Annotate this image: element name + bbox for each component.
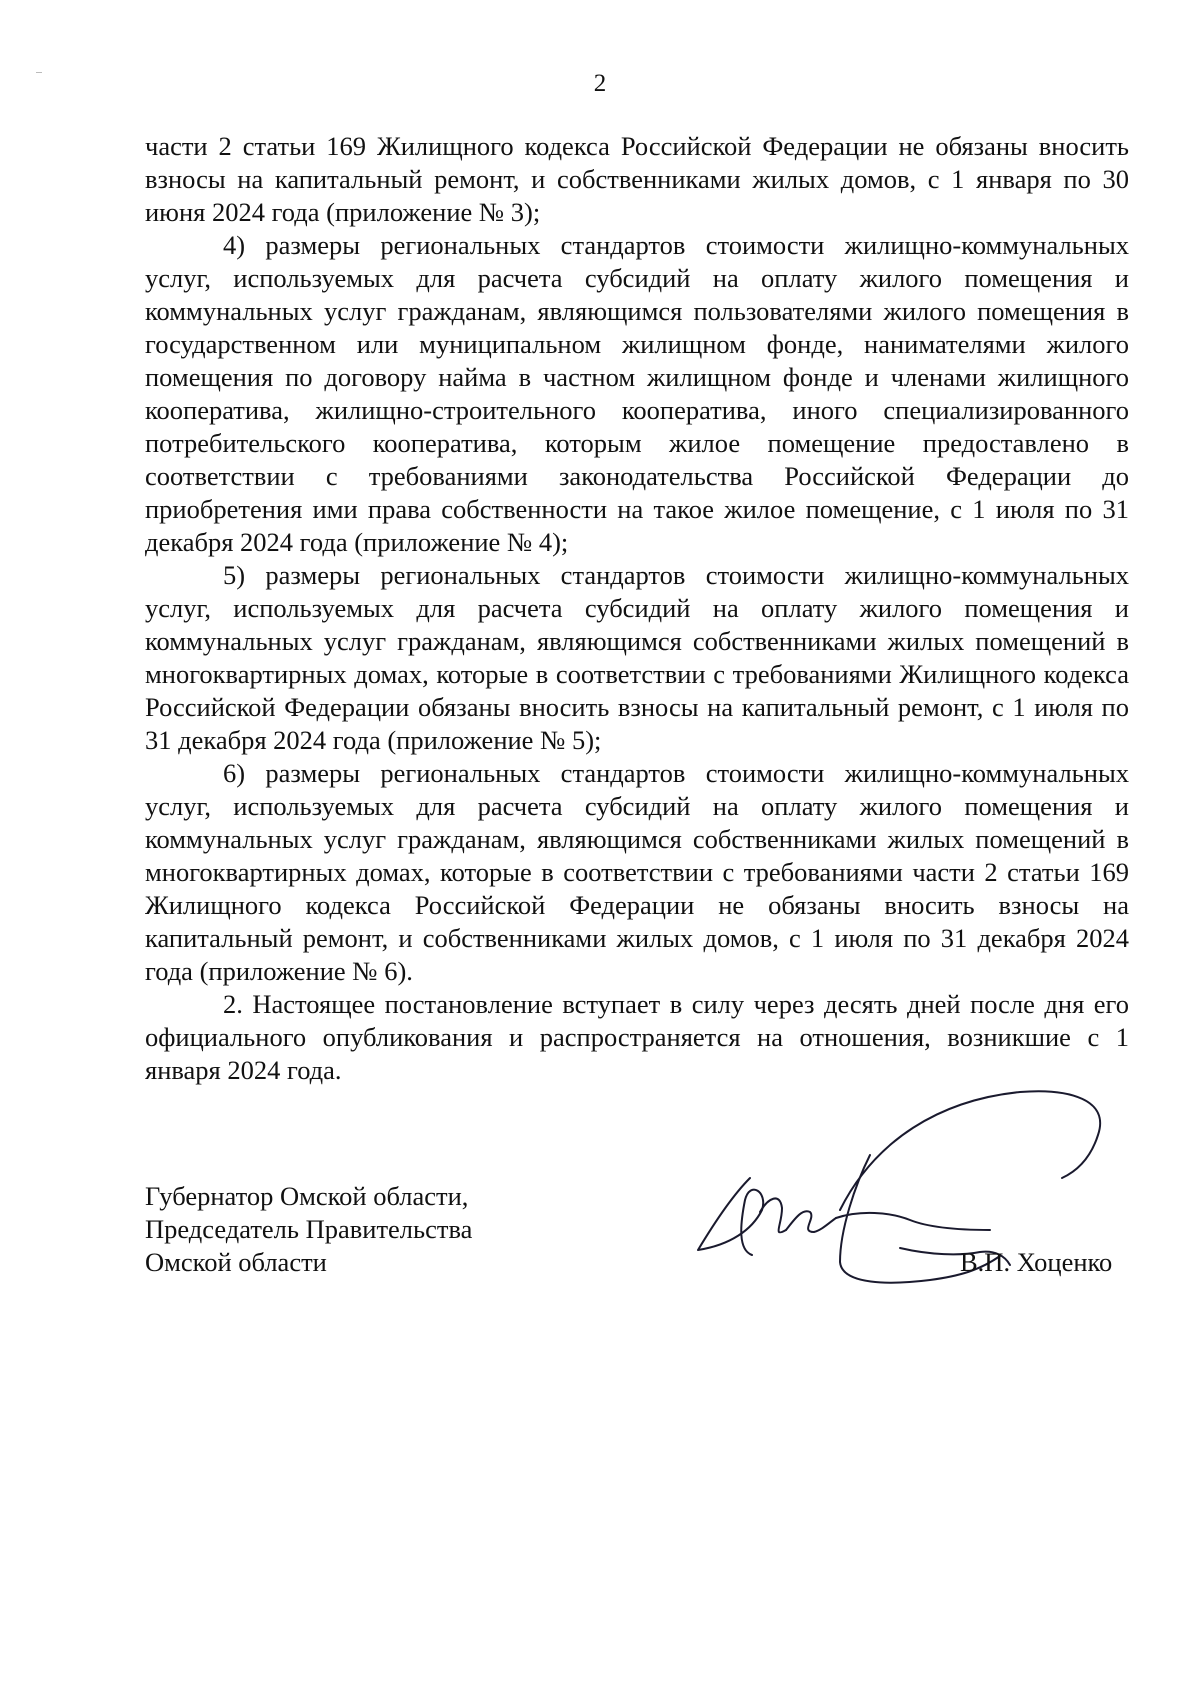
paragraph-item-5: 5) размеры региональных стандартов стоимости жилищно-коммунальных услуг, используемых для расчета субсидий на оплату жилого помещения и коммунальных услуг гражданам, являющимся собственниками жилых помещений в многоквартирных домах, которые в соответствии с требованиями Жилищного кодекса Российской Федерации обязаны вносить взносы на капитальный ремонт, с 1 июля по 31 декабря 2024 года (приложение № 5); [145,560,1129,755]
paragraph-continuation: части 2 статьи 169 Жилищного кодекса Российской Федерации не обязаны вносить взносы на капитальный ремонт, и собственниками жилых домов, с 1 января по 30 июня 2024 года (приложение № 3); [145,131,1129,227]
document-body [145,130,1129,1087]
signatory-title-line: Председатель Правительства [145,1214,473,1244]
signatory-title-line: Омской области [145,1247,327,1277]
paragraph-item-6: 6) размеры региональных стандартов стоимости жилищно-коммунальных услуг, используемых для расчета субсидий на оплату жилого помещения и коммунальных услуг гражданам, являющимся собственниками жилых помещений в многоквартирных домах, которые в соответствии с требованиями части 2 статьи 169 Жилищного кодекса Российской Федерации не обязаны вносить взносы на капитальный ремонт, и собственниками жилых домов, с 1 июля по 31 декабря 2024 года (приложение № 6). [145,758,1129,986]
paragraph-item-4: 4) размеры региональных стандартов стоимости жилищно-коммунальных услуг, используемых для расчета субсидий на оплату жилого помещения и коммунальных услуг гражданам, являющимся пользователями жилого помещения в государственном или муниципальном жилищном фонде, нанимателями жилого помещения по договору найма в частном жилищном фонде и членами жилищного кооператива, жилищно-строительного кооператива, иного специализированного потребительского кооператива, которым жилое помещение предоставлено в соответствии с требованиями законодательства Российской Федерации до приобретения ими права собственности на такое жилое помещение, с 1 июля по 31 декабря 2024 года (приложение № 4); [145,230,1129,557]
signatory-title-line: Губернатор Омской области, [145,1181,469,1211]
page-number: 2 [593,70,607,97]
paragraph-clause-2: 2. Настоящее постановление вступает в силу через десять дней после дня его официального опубликования и распространяется на отношения, возникшие с 1 января 2024 года. [145,989,1129,1085]
signatory-name: В.П. Хоценко [960,1247,1113,1277]
signatory-title-block [145,1180,472,1279]
